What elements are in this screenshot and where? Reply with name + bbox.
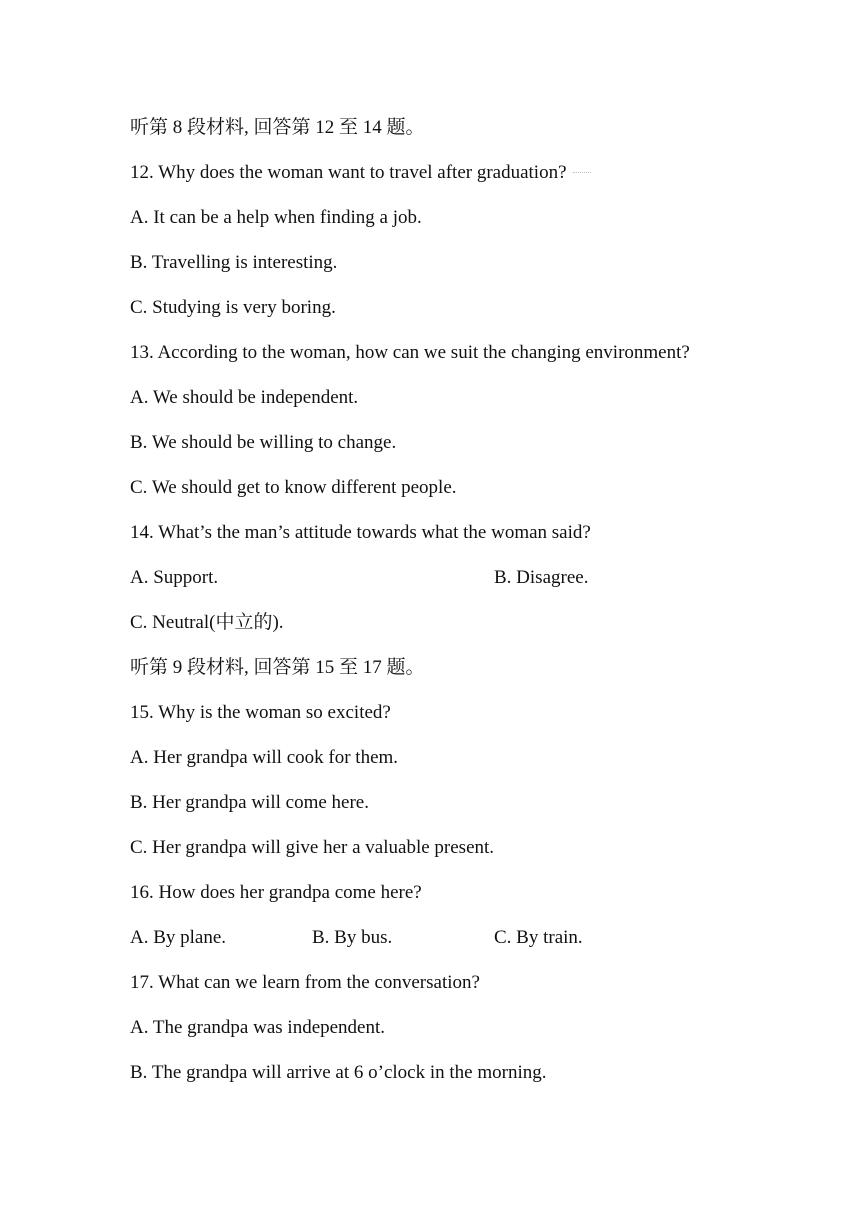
- section-heading-9: 听第 9 段材料, 回答第 15 至 17 题。: [130, 657, 425, 678]
- question-17: 17. What can we learn from the conversation?: [130, 972, 480, 993]
- section-heading-8: 听第 8 段材料, 回答第 12 至 14 题。: [130, 117, 425, 138]
- option-12b: B. Travelling is interesting.: [130, 252, 338, 273]
- question-14: 14. What’s the man’s attitude towards what the woman said?: [130, 522, 591, 543]
- option-17a: A. The grandpa was independent.: [130, 1017, 386, 1038]
- option-12a: A. It can be a help when finding a job.: [130, 207, 422, 228]
- question-13: 13. According to the woman, how can we suit the changing environment?: [130, 342, 690, 363]
- option-13a: A. We should be independent.: [130, 387, 359, 408]
- question-12-text: 12. Why does the woman want to travel after graduation?: [130, 162, 567, 183]
- option-15c: C. Her grandpa will give her a valuable present.: [130, 837, 495, 858]
- option-17b: B. The grandpa will arrive at 6 o’clock in the morning.: [130, 1062, 547, 1083]
- option-16c: C. By train.: [494, 927, 583, 948]
- question-12: [130, 157, 810, 202]
- document-page: [130, 112, 810, 1102]
- option-13c: C. We should get to know different people.: [130, 477, 457, 498]
- option-13b: B. We should be willing to change.: [130, 432, 397, 453]
- option-16b: B. By bus.: [312, 927, 393, 948]
- watermark-mark: [573, 172, 591, 176]
- question-16: 16. How does her grandpa come here?: [130, 882, 422, 903]
- option-16a: A. By plane.: [130, 927, 227, 948]
- option-15b: B. Her grandpa will come here.: [130, 792, 369, 813]
- options-16-row: [130, 922, 810, 967]
- option-12c: C. Studying is very boring.: [130, 297, 336, 318]
- option-15a: A. Her grandpa will cook for them.: [130, 747, 399, 768]
- option-14a: A. Support.: [130, 567, 219, 588]
- options-14-row: [130, 562, 810, 607]
- option-14c: C. Neutral(中立的).: [130, 612, 284, 633]
- option-14b: B. Disagree.: [494, 567, 589, 588]
- question-15: 15. Why is the woman so excited?: [130, 702, 391, 723]
